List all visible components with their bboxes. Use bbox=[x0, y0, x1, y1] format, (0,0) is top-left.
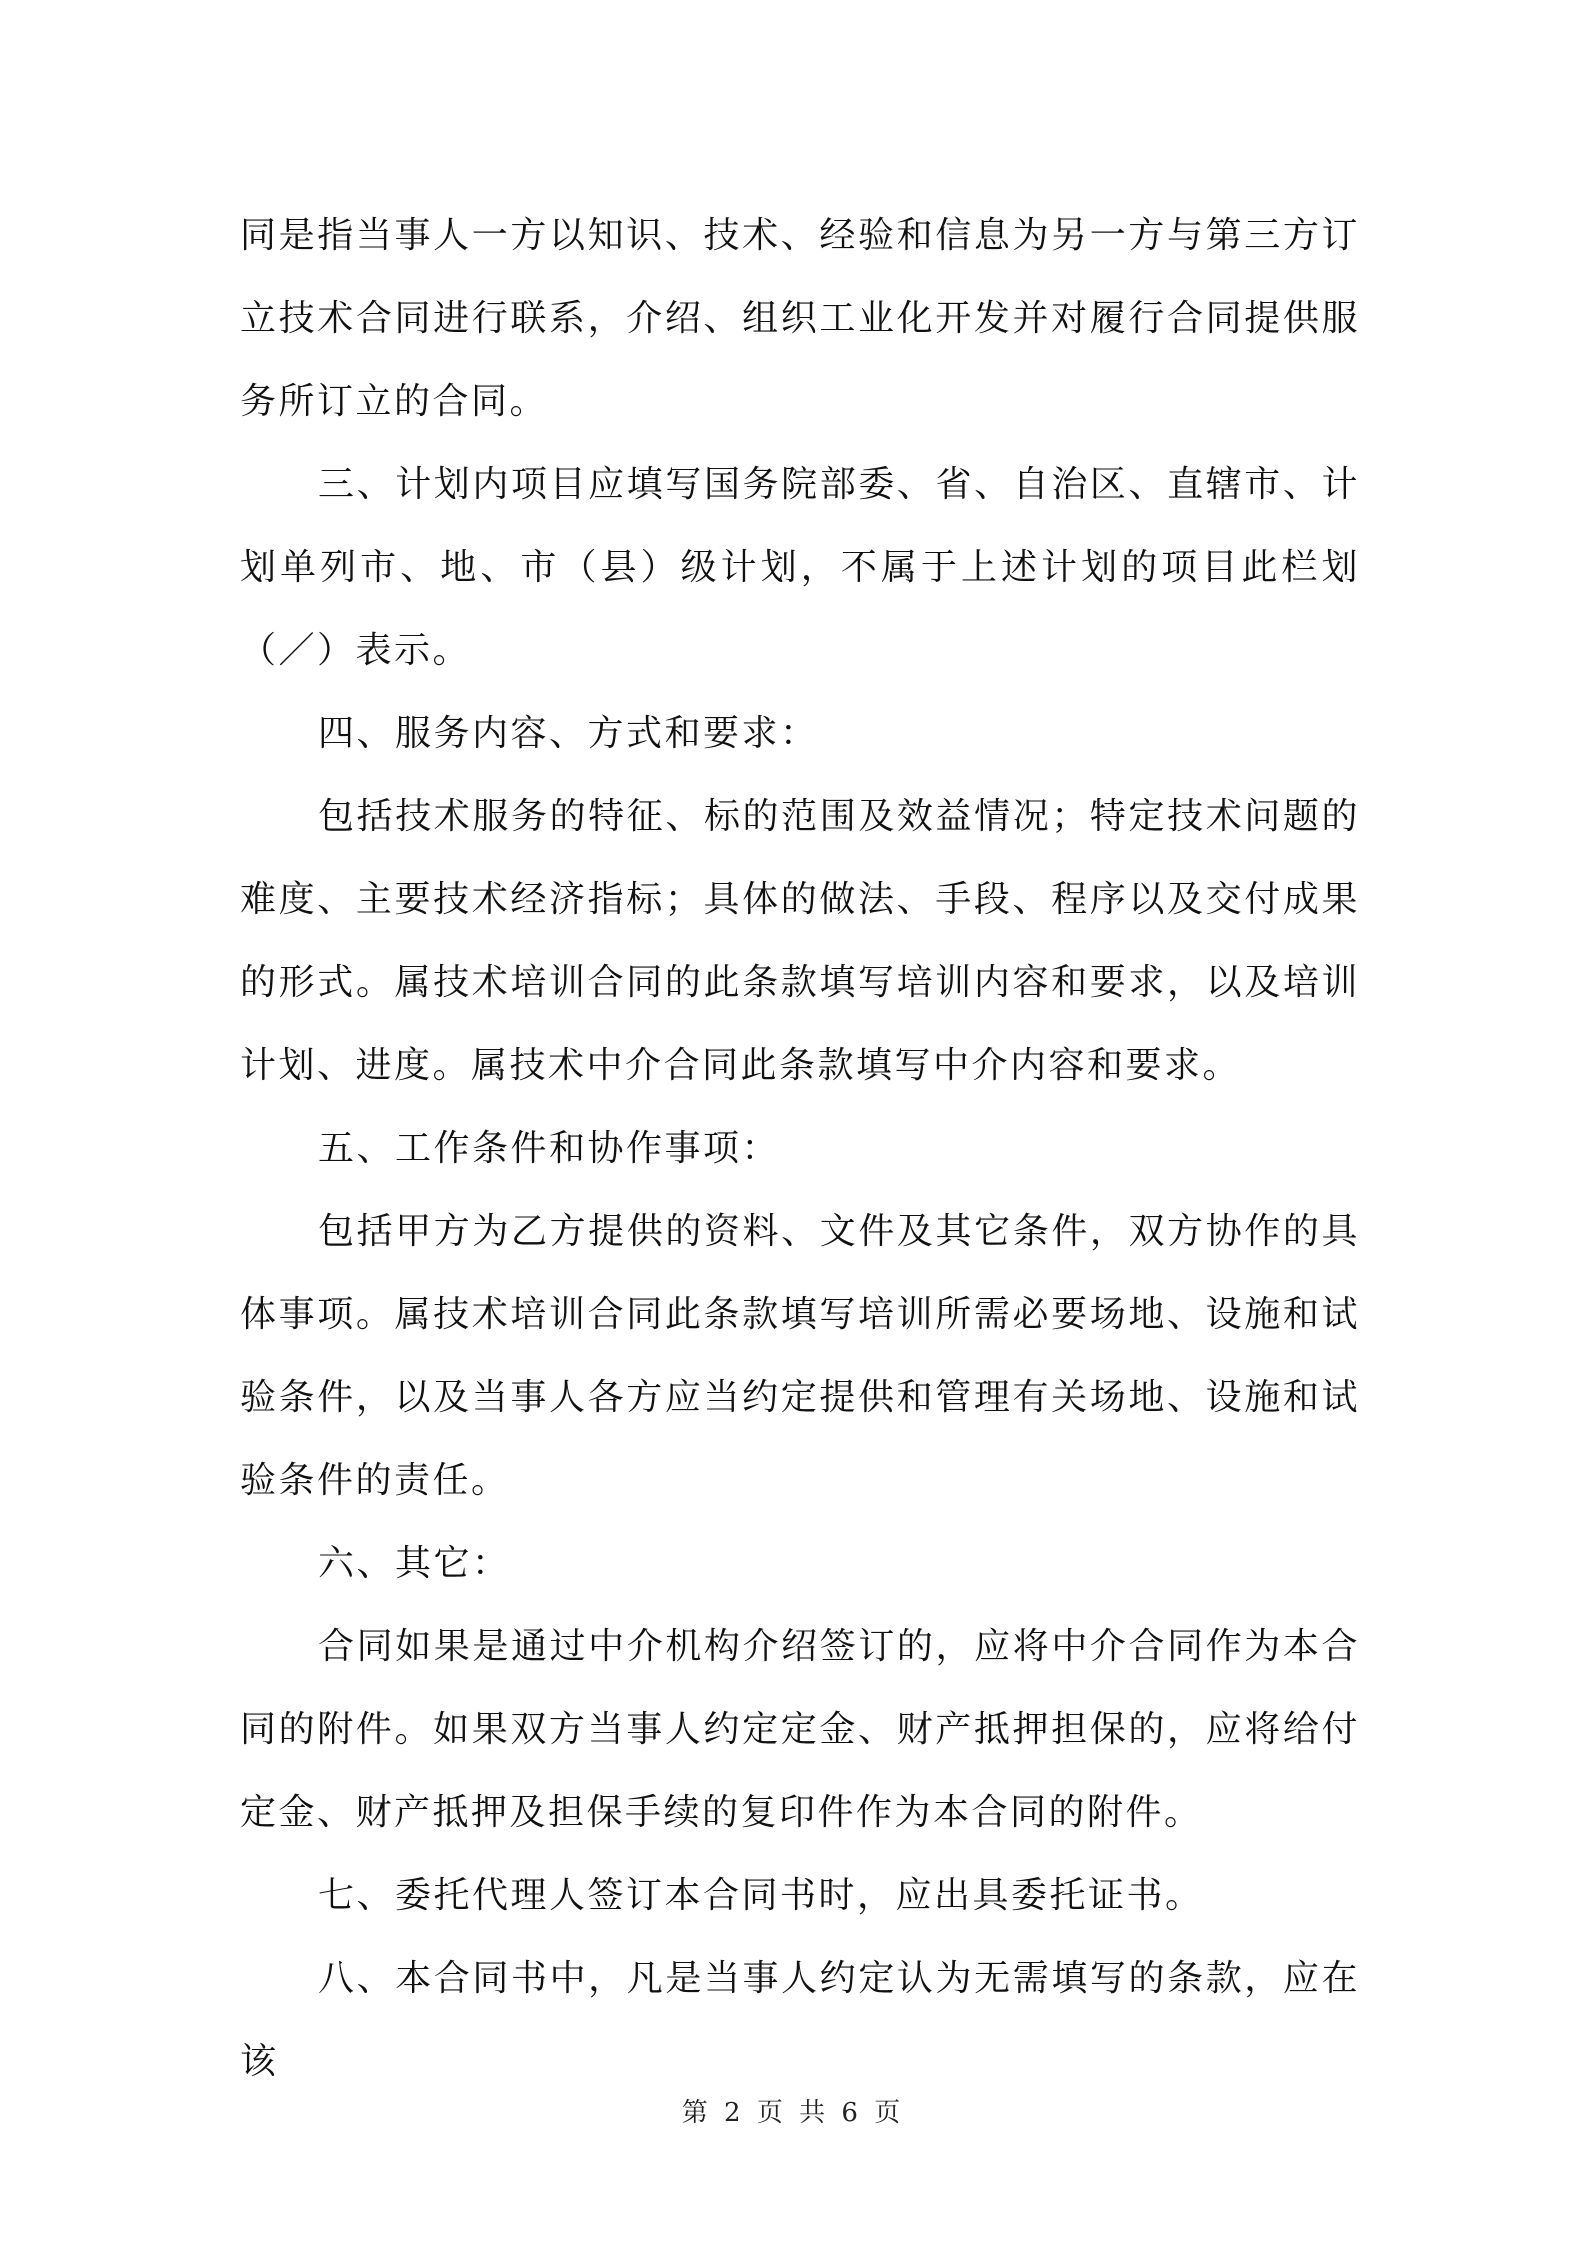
paragraph-section-6: 合同如果是通过中介机构介绍签订的，应将中介合同作为本合同的附件。如果双方当事人约定定金、财产抵押担保的，应将给付定金、财产抵押及担保手续的复印件作为本合同的附件。 bbox=[240, 1626, 1360, 1833]
section-4-heading: 四、服务内容、方式和要求： bbox=[318, 713, 819, 754]
paragraph-continued: 同是指当事人一方以知识、技术、经验和信息为另一方与第三方订立技术合同进行联系，介绍、组织工业化开发并对履行合同提供服务所订立的合同。 bbox=[240, 215, 1360, 422]
document-body bbox=[240, 194, 1360, 2103]
paragraph-section-3: 三、计划内项目应填写国务院部委、省、自治区、直辖市、计划单列市、地、市（县）级计划，不属于上述计划的项目此栏划（／）表示。 bbox=[240, 464, 1360, 671]
page-number-footer: 第 2 页 共 6 页 bbox=[681, 2098, 905, 2128]
paragraph-section-4: 包括技术服务的特征、标的范围及效益情况；特定技术问题的难度、主要技术经济指标；具体的做法、手段、程序以及交付成果的形式。属技术培训合同的此条款填写培训内容和要求，以及培训计划、进度。属技术中介合同此条款填写中介内容和要求。 bbox=[240, 796, 1360, 1086]
paragraph-section-7: 七、委托代理人签订本合同书时，应出具委托证书。 bbox=[318, 1875, 1204, 1916]
section-6-heading: 六、其它： bbox=[318, 1543, 511, 1584]
paragraph-section-5: 包括甲方为乙方提供的资料、文件及其它条件，双方协作的具体事项。属技术培训合同此条款填写培训所需必要场地、设施和试验条件，以及当事人各方应当约定提供和管理有关场地、设施和试验条件的责任。 bbox=[240, 1211, 1360, 1501]
paragraph-section-8: 八、本合同书中，凡是当事人约定认为无需填写的条款，应在该 bbox=[240, 1958, 1360, 2082]
section-5-heading: 五、工作条件和协作事项： bbox=[318, 1128, 781, 1169]
